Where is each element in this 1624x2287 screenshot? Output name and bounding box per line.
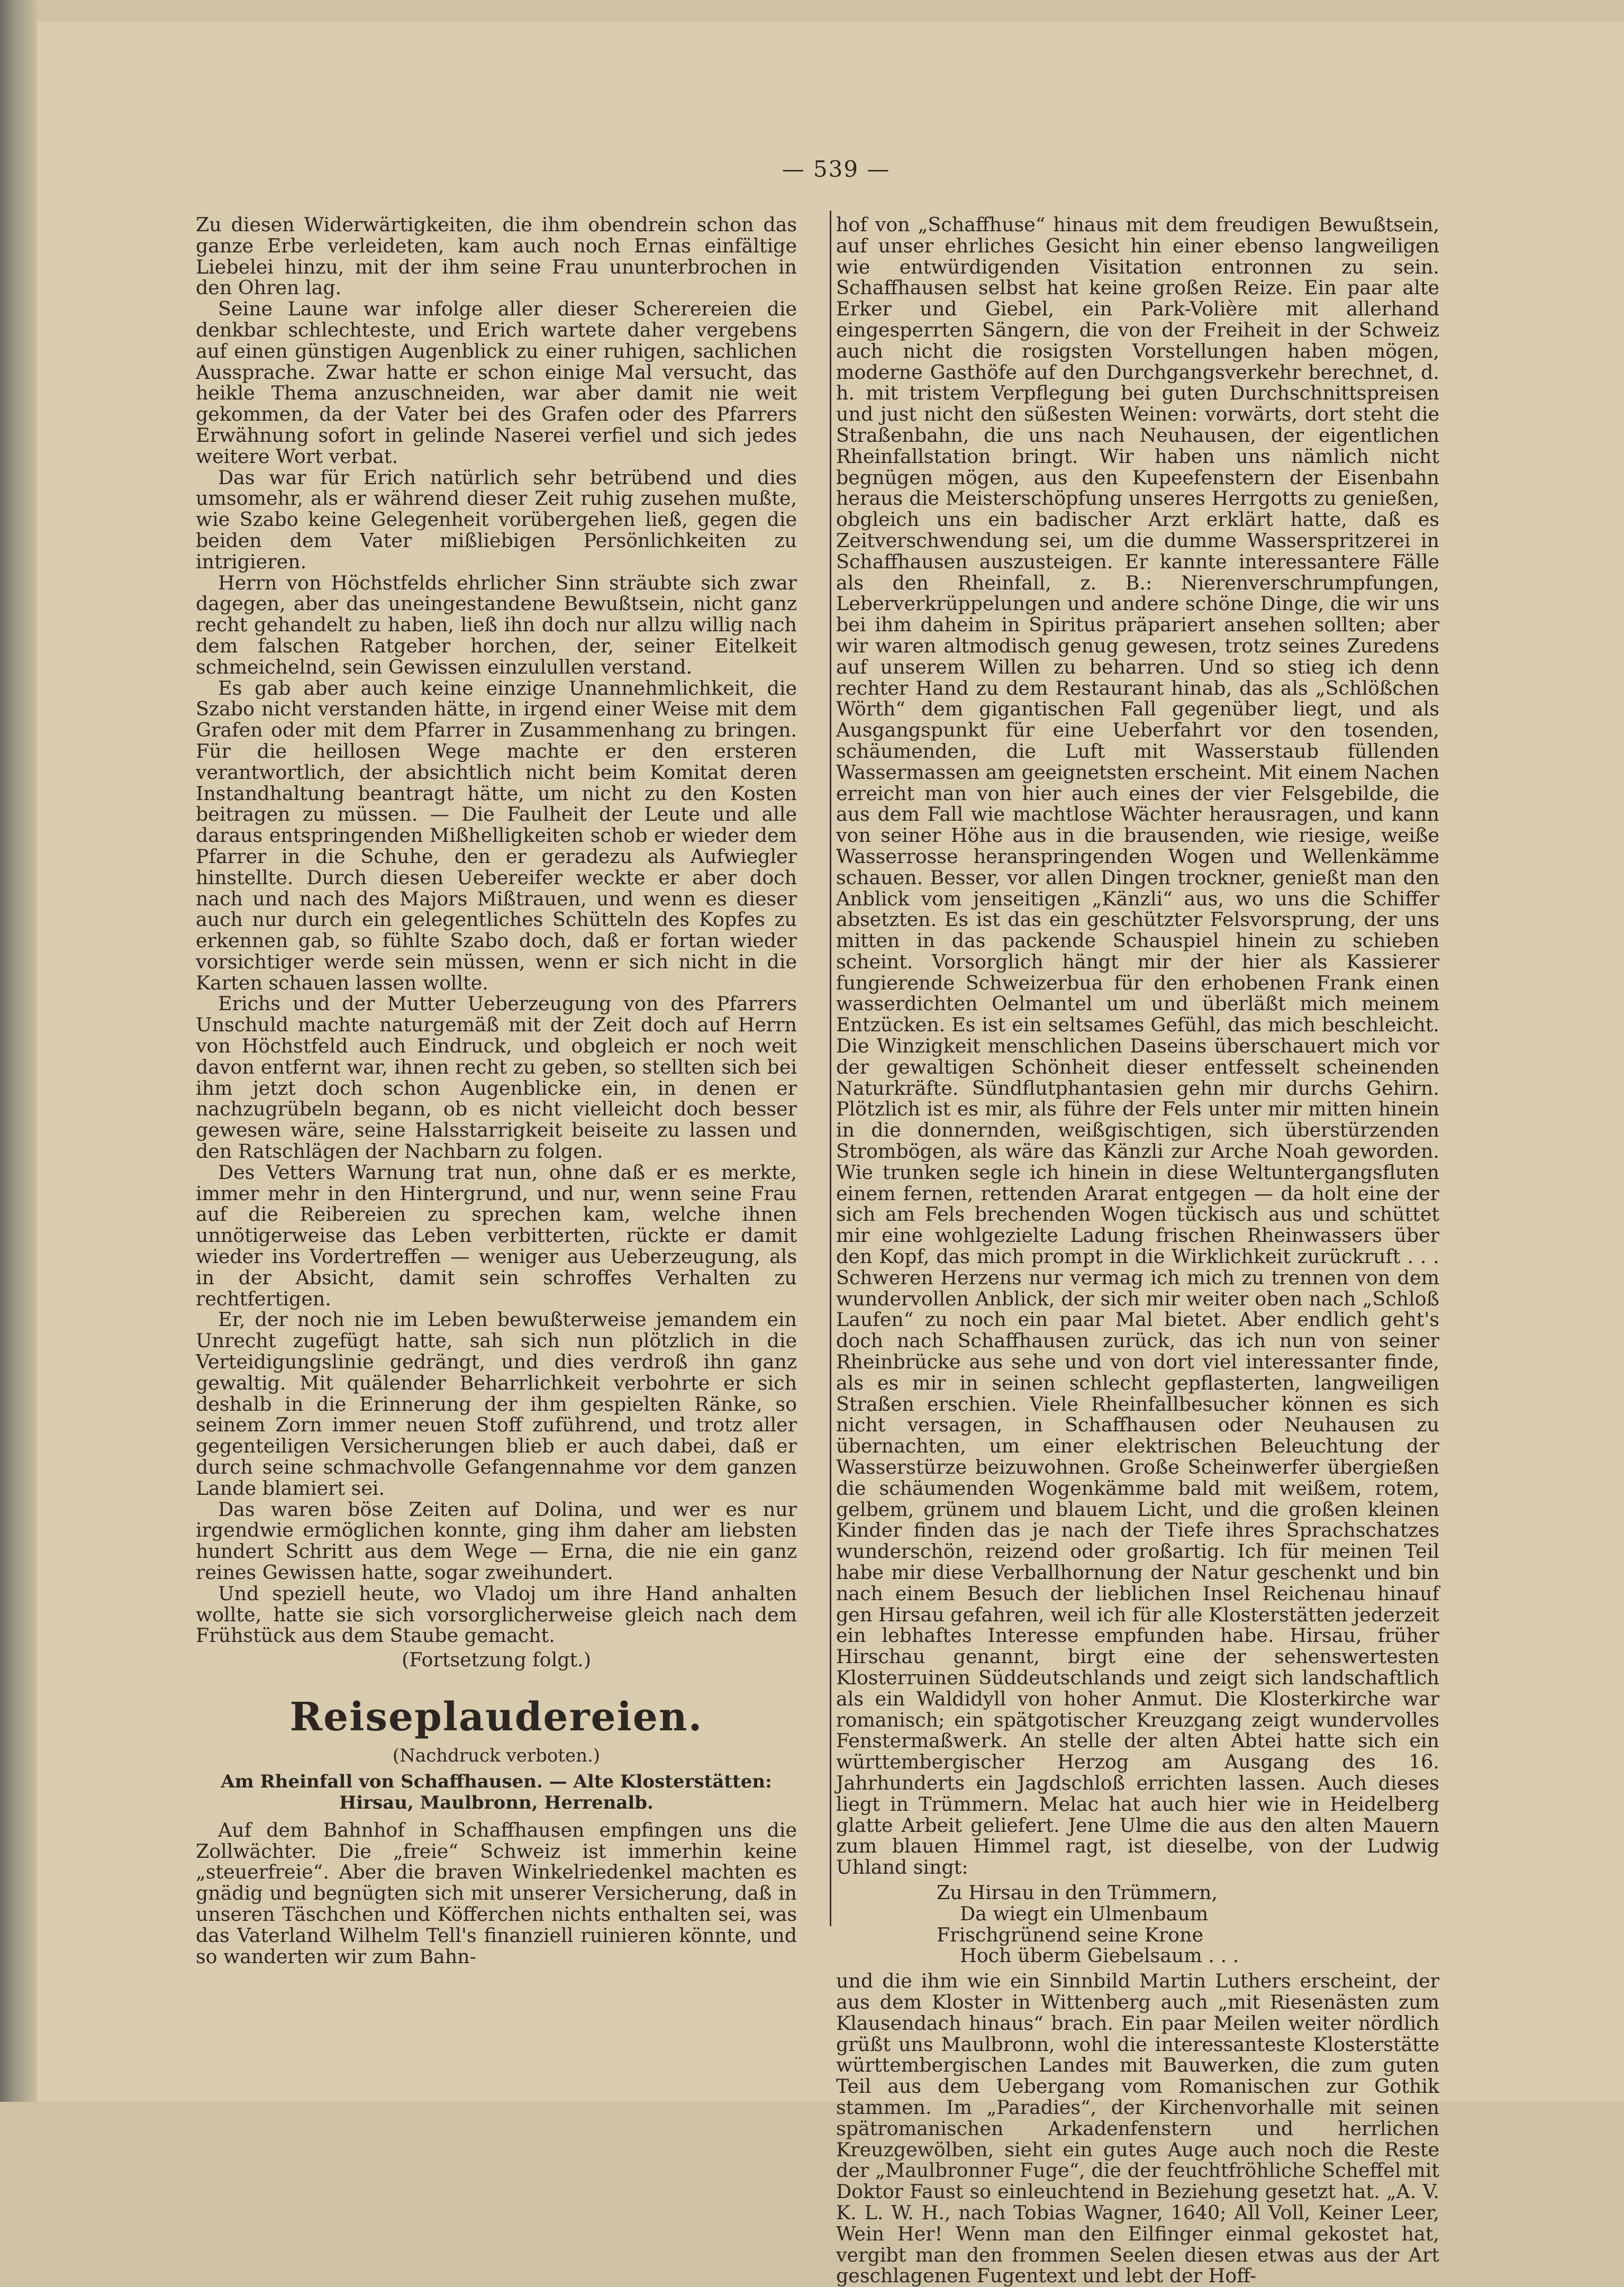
paragraph: Seine Laune war infolge aller dieser Scherereien die denkbar schlechteste, und Erich wartete daher vergebens auf einen günstigen Augenblick zu einer ruhigen, sachlichen Aussprache. Zwar hatte er schon einige Mal versucht, das heikle Thema anzuschneiden, war aber damit nie weit gekommen, da der Vater bei des Grafen oder des Pfarrers Erwähnung sofort in gelinde Naserei verfiel und sich jedes weitere Wort verbat. <box>196 297 797 468</box>
section-note: (Nachdruck verboten.) <box>392 1745 601 1766</box>
poem-line: Zu Hirsau in den Trümmern, <box>937 1881 1218 1904</box>
poem <box>836 1882 1439 1966</box>
page-number: — 539 — <box>782 156 891 182</box>
paragraph: Das war für Erich natürlich sehr betrübend und dies umsomehr, als er während dieser Zeit ruhig zusehen mußte, wie Szabo keine Gelegenheit vorübergehen ließ, gegen die beiden dem Vater mißliebigen Persönlichkeiten zu intrigieren. <box>196 466 797 573</box>
paragraph: Das waren böse Zeiten auf Dolina, und wer es nur irgendwie ermöglichen konnte, ging ihm daher am liebsten hundert Schritt aus dem Wege — Erna, die nie ein ganz reines Gewissen hatte, sogar zweihundert. <box>196 1498 797 1584</box>
paragraph: Es gab aber auch keine einzige Unannehmlichkeit, die Szabo nicht verstanden hätte, in irgend einer Weise mit dem Grafen oder mit dem Pfarrer in Zusammenhang zu bringen. Für die heillosen Wege machte er den ersteren verantwortlich, der absichtlich nicht beim Komitat deren Instandhaltung beantragt hätte, um nicht zu den Kosten beitragen zu müssen. — Die Faulheit der Leute und alle daraus entspringenden Mißhelligkeiten schob er wieder dem Pfarrer in die Schuhe, den er geradezu als Aufwiegler hinstellte. Durch diesen Uebereifer weckte er aber doch nach und nach des Majors Mißtrauen, und wenn es dieser auch nur durch ein gelegentliches Schütteln des Kopfes zu erkennen gab, so fühlte Szabo doch, daß er fortan wieder vorsichtiger werde sein müssen, wenn er sich nicht in die Karten schauen lassen wollte. <box>196 676 797 994</box>
poem-line: Frischgrünend seine Krone <box>937 1923 1204 1946</box>
newspaper-page <box>37 21 1624 2287</box>
paragraph: Erichs und der Mutter Ueberzeugung von des Pfarrers Unschuld machte naturgemäß mit der Zeit doch auf Herrn von Höchstfeld auch Eindruck, und obgleich er noch weit davon entfernt war, ihnen recht zu geben, so stellten sich bei ihm jetzt doch schon Augenblicke ein, in denen er nachzugrübeln begann, ob es nicht vielleicht doch besser gewesen wäre, seine Halsstarrigkeit beiseite zu lassen und den Ratschlägen der Nachbarn zu folgen. <box>196 992 797 1163</box>
poem-line: Da wiegt ein Ulmenbaum <box>960 1902 1209 1925</box>
right-column <box>797 214 1454 2286</box>
scan-shadow-edge <box>0 0 37 2102</box>
paragraph: Herrn von Höchstfelds ehrlicher Sinn sträubte sich zwar dagegen, aber das uneingestandene Bewußtsein, nicht ganz recht gehandelt zu haben, ließ ihn doch nur allzu willig nach dem falschen Ratgeber horchen, der, seiner Eitelkeit schmeichelnd, sein Gewissen einzulullen verstand. <box>196 571 797 678</box>
paragraph: Zu diesen Widerwärtigkeiten, die ihm obendrein schon das ganze Erbe verleideten, kam auch noch Ernas einfältige Liebelei hinzu, mit der ihm seine Frau ununterbrochen in den Ohren lag. <box>196 213 797 300</box>
continued-note: (Fortsetzung folgt.) <box>402 1648 591 1672</box>
left-column <box>196 214 797 1967</box>
section-title: Reiseplaudereien. <box>289 1694 703 1740</box>
paragraph: Und speziell heute, wo Vladoj um ihre Hand anhalten wollte, hatte sie sich vorsorglicherweise gleich nach dem Frühstück aus dem Staube gemacht. <box>196 1582 797 1647</box>
poem-line: Hoch überm Giebelsaum . . . <box>960 1944 1239 1967</box>
section-subtitle: Am Rheinfall von Schaffhausen. — Alte Klosterstätten: Hirsau, Maulbronn, Herrenalb. <box>221 1771 772 1813</box>
paragraph: hof von „Schaffhuse“ hinaus mit dem freudigen Bewußtsein, auf unser ehrliches Gesicht hin einer ebenso langweiligen wie entwürdigenden Visitation entronnen zu sein. Schaffhausen selbst hat keine großen Reize. Ein paar alte Erker und Giebel, ein Park-Volière mit allerhand eingesperrten Sängern, die von der Freiheit in der Schweiz auch nicht die rosigsten Vorstellungen haben mögen, moderne Gasthöfe auf den Durchgangsverkehr berechnet, d. h. mit tristem Verpflegung bei guten Durchschnittspreisen und just nicht den süßesten Weinen: vorwärts, dort steht die Straßenbahn, die uns nach Neuhausen, der eigentlichen Rheinfallstation bringt. Wir haben uns nämlich nicht begnügen mögen, aus den Kupeefenstern der Eisenbahn heraus die Meisterschöpfung unseres Herrgotts zu genießen, obgleich uns ein badischer Arzt erklärt hatte, daß es Zeitverschwendung sei, um die dumme Wasserspritzerei in Schaffhausen auszusteigen. Er kannte interessantere Fälle als den Rheinfall, z. B.: Nierenverschrumpfungen, Leberverkrüppelungen und andere schöne Dinge, die wir uns bei ihm daheim in Spiritus präpariert ansehen sollten; aber wir waren altmodisch genug gewesen, trotz seines Zuredens auf unserem Willen zu beharren. Und so stieg ich denn rechter Hand zu dem Restaurant hinab, das als „Schlößchen Wörth“ dem gigantischen Fall gegenüber liegt, und als Ausgangspunkt für eine Ueberfahrt vor den tosenden, schäumenden, die Luft mit Wasserstaub füllenden Wassermassen am geeignetsten erscheint. Mit einem Nachen erreicht man von hier auch eines der vier Felsgebilde, die aus dem Fall wie machtlose Wächter herausragen, und kann von seiner Höhe aus in die brausenden, wie riesige, weiße Wasserrosse heranspringenden Wogen und Wellenkämme schauen. Besser, vor allen Dingen trockner, genießt man den Anblick vom jenseitigen „Känzli“ aus, wo uns die Schiffer absetzten. Es ist das ein geschützter Felsvorsprung, der uns mitten in das packende Schauspiel hinein zu schieben scheint. Vorsorglich hängt mir der hier als Kassierer fungierende Schweizerbua für den erhobenen Frank einen wasserdichten Oelmantel um und überläßt mich meinem Entzücken. Es ist ein seltsames Gefühl, das mich beschleicht. Die Winzigkeit menschlichen Daseins überschauert mich vor der gewaltigen Schönheit dieser entfesselt scheinenden Naturkräfte. Sündflutphantasien gehn mir durchs Gehirn. Plötzlich ist es mir, als führe der Fels unter mir mitten hinein in die donnernden, weißgischtigen, sich überstürzenden Strombögen, als wäre das Känzli zur Arche Noah geworden. Wie trunken segle ich hinein in diese Weltuntergangsfluten einem fernen, rettenden Ararat entgegen — da holt eine der sich am Fels brechenden Wogen tückisch aus und schüttet mir eine wohlgezielte Ladung frischen Rheinwassers über den Kopf, das mich prompt in die Wirklichkeit zurückruft . . . Schweren Herzens nur vermag ich mich zu trennen von dem wundervollen Anblick, der sich mir weiter oben nach „Schloß Laufen“ zu noch ein paar Mal bietet. Aber endlich geht's doch nach Schaffhausen zurück, das ich nun von seiner Rheinbrücke aus sehe und von dort viel interessanter finde, als es mir in seinen schlecht gepflasterten, langweiligen Straßen erschien. Viele Rheinfallbesucher können es sich nicht versagen, in Schaffhausen oder Neuhausen zu übernachten, um einer elektrischen Beleuchtung der Wasserstürze beizuwohnen. Große Scheinwerfer übergießen die schäumenden Wogenkämme bald mit weißem, rotem, gelbem, grünem und blauem Licht, und die großen kleinen Kinder finden das je nach der Tiefe ihres Sprachschatzes wunderschön, reizend oder großartig. Ich für meinen Teil habe mir diese Verballhornung der Natur geschenkt und bin nach einem Besuch der lieblichen Insel Reichenau hinauf gen Hirsau gefahren, weil ich für alle Klosterstätten jederzeit ein lebhaftes Interesse empfunden habe. Hirsau, früher Hirschau genannt, birgt eine der sehenswertesten Klosterruinen Süddeutschlands und zeigt sich landschaftlich als ein Waldidyll von hoher Anmut. Die Klosterkirche war romanisch; ein spätgotischer Kreuzgang zeigt wundervolles Fenstermaßwerk. An stelle der alten Abtei hatte sich ein württembergischer Herzog am Ausgang des 16. Jahrhunderts ein Jagdschloß errichten lassen. Auch dieses liegt in Trümmern. Melac hat auch hier wie in Heidelberg glatte Arbeit geliefert. Jene Ulme die aus den alten Mauern zum blauen Himmel ragt, ist dieselbe, von der Ludwig Uhland singt: <box>836 213 1439 1879</box>
paragraph: Er, der noch nie im Leben bewußterweise jemandem ein Unrecht zugefügt hatte, sah sich nun plötzlich in die Verteidigungslinie gedrängt, und dies verdroß ihn ganz gewaltig. Mit quälender Beharrlichkeit verbohrte er sich deshalb in die Erinnerung der ihm gespielten Ränke, so seinem Zorn immer neuen Stoff zuführend, und trotz aller gegenteiligen Versicherungen blieb er auch dabei, daß er durch seine schmachvolle Gefangennahme vor dem ganzen Lande blamiert sei. <box>196 1308 797 1500</box>
paragraph: Des Vetters Warnung trat nun, ohne daß er es merkte, immer mehr in den Hintergrund, und nur, wenn seine Frau auf die Reibereien zu sprechen kam, welche ihnen unnötigerweise das Leben verbitterten, rückte er damit wieder ins Vordertreffen — weniger aus Ueberzeugung, als in der Absicht, damit sein schroffes Verhalten zu rechtfertigen. <box>196 1160 797 1310</box>
paragraph: Auf dem Bahnhof in Schaffhausen empfingen uns die Zollwächter. Die „freie“ Schweiz ist immerhin keine „steuerfreie“. Aber die braven Winkelriedenkel machten es gnädig und begnügten sich mit unserer Versicherung, daß in unseren Täschchen und Köfferchen nichts enthalten sei, was das Vaterland Wilhelm Tell's finanziell ruinieren könnte, und so wanderten wir zum Bahn- <box>196 1818 797 1968</box>
paragraph: und die ihm wie ein Sinnbild Martin Luthers erscheint, der aus dem Kloster in Wittenberg auch „mit Riesenästen zum Klausendach hinaus“ brach. Ein paar Meilen weiter nördlich grüßt uns Maulbronn, wohl die interessanteste Klosterstätte württembergischen Landes mit Bauwerken, die zum guten Teil aus dem Uebergang vom Romanischen zur Gothik stammen. Im „Paradies“, der Kirchenvorhalle mit seinen spätromanischen Arkadenfenstern und herrlichen Kreuzgewölben, sieht ein gutes Auge auch noch die Reste der „Maulbronner Fuge“, die der feuchtfröhliche Scheffel mit Doktor Faust so einleuchtend in Beziehung gesetzt hat. „A. V. K. L. W. H., nach Tobias Wagner, 1640; All Voll, Keiner Leer, Wein Her! Wenn man den Eilfinger einmal gekostet hat, vergibt man den frommen Seelen diesen etwas aus der Art geschlagenen Fugentext und lebt der Hoff- <box>836 1970 1439 2287</box>
